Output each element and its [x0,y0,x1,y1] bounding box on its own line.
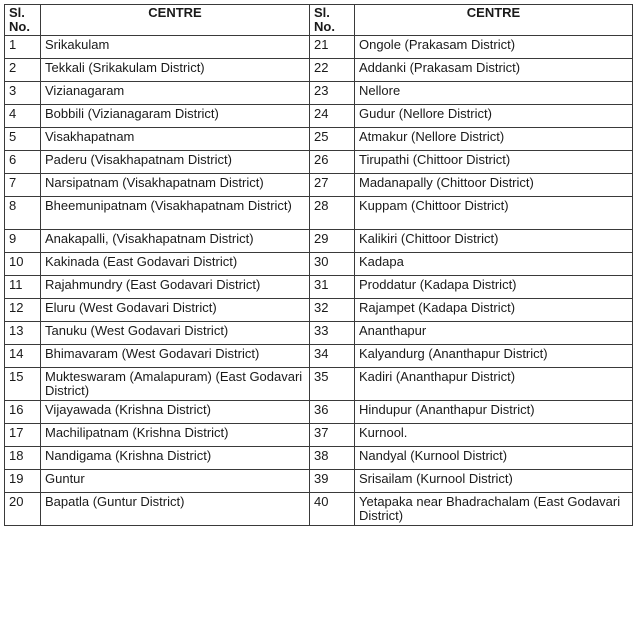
sl-no-cell: 9 [5,230,41,253]
sl-no-cell: 35 [310,368,355,401]
centre-cell: Kadiri (Ananthapur District) [355,368,633,401]
centre-cell: Kalyandurg (Ananthapur District) [355,345,633,368]
sl-no-cell: 20 [5,493,41,526]
centre-cell: Eluru (West Godavari District) [41,299,310,322]
sl-no-cell: 24 [310,105,355,128]
centre-cell: Vijayawada (Krishna District) [41,401,310,424]
sl-no-cell: 16 [5,401,41,424]
table-row [5,470,633,493]
centre-cell: Machilipatnam (Krishna District) [41,424,310,447]
header-sl-no-right: Sl. No. [310,5,355,36]
table-row [5,151,633,174]
centre-cell: Guntur [41,470,310,493]
sl-no-cell: 4 [5,105,41,128]
centre-cell: Madanapally (Chittoor District) [355,174,633,197]
sl-no-cell: 14 [5,345,41,368]
table-row [5,253,633,276]
centre-cell: Atmakur (Nellore District) [355,128,633,151]
sl-no-cell: 36 [310,401,355,424]
header-row [5,5,633,36]
centre-cell: Kadapa [355,253,633,276]
sl-no-cell: 40 [310,493,355,526]
centre-cell: Nellore [355,82,633,105]
sl-no-cell: 17 [5,424,41,447]
sl-no-cell: 22 [310,59,355,82]
centre-cell: Bheemunipatnam (Visakhapatnam District) [41,197,310,230]
table-row [5,59,633,82]
sl-no-cell: 28 [310,197,355,230]
table-row [5,322,633,345]
table-row [5,197,633,230]
sl-no-cell: 19 [5,470,41,493]
centre-cell: Tekkali (Srikakulam District) [41,59,310,82]
table-row [5,493,633,526]
sl-no-cell: 31 [310,276,355,299]
table-row [5,276,633,299]
centre-cell: Bobbili (Vizianagaram District) [41,105,310,128]
sl-no-cell: 23 [310,82,355,105]
centre-cell: Ongole (Prakasam District) [355,36,633,59]
table-row [5,36,633,59]
centre-cell: Vizianagaram [41,82,310,105]
centre-cell: Kalikiri (Chittoor District) [355,230,633,253]
centre-cell: Nandigama (Krishna District) [41,447,310,470]
sl-no-cell: 34 [310,345,355,368]
centre-cell: Proddatur (Kadapa District) [355,276,633,299]
table-row [5,230,633,253]
centre-cell: Narsipatnam (Visakhapatnam District) [41,174,310,197]
centre-cell: Yetapaka near Bhadrachalam (East Godavari District) [355,493,633,526]
centre-cell: Rajampet (Kadapa District) [355,299,633,322]
table-row [5,105,633,128]
sl-no-cell: 6 [5,151,41,174]
sl-no-cell: 37 [310,424,355,447]
header-centre-right: CENTRE [355,5,633,36]
table-row [5,128,633,151]
sl-no-cell: 8 [5,197,41,230]
centre-cell: Bhimavaram (West Godavari District) [41,345,310,368]
sl-no-cell: 21 [310,36,355,59]
sl-no-cell: 29 [310,230,355,253]
sl-no-cell: 18 [5,447,41,470]
table-row [5,82,633,105]
header-sl-no-left: Sl. No. [5,5,41,36]
sl-no-cell: 32 [310,299,355,322]
sl-no-cell: 27 [310,174,355,197]
sl-no-cell: 25 [310,128,355,151]
sl-no-cell: 33 [310,322,355,345]
sl-no-cell: 13 [5,322,41,345]
table-row [5,424,633,447]
centre-cell: Visakhapatnam [41,128,310,151]
sl-no-cell: 11 [5,276,41,299]
sl-no-cell: 38 [310,447,355,470]
centre-cell: Bapatla (Guntur District) [41,493,310,526]
centre-cell: Paderu (Visakhapatnam District) [41,151,310,174]
sl-no-cell: 2 [5,59,41,82]
sl-no-cell: 30 [310,253,355,276]
centre-cell: Addanki (Prakasam District) [355,59,633,82]
sl-no-cell: 12 [5,299,41,322]
table-row [5,401,633,424]
sl-no-cell: 10 [5,253,41,276]
centres-table [4,4,633,526]
header-centre-left: CENTRE [41,5,310,36]
sl-no-cell: 1 [5,36,41,59]
table-row [5,345,633,368]
table-row [5,174,633,197]
centre-cell: Gudur (Nellore District) [355,105,633,128]
sl-no-cell: 39 [310,470,355,493]
centre-cell: Ananthapur [355,322,633,345]
table-row [5,299,633,322]
centre-cell: Nandyal (Kurnool District) [355,447,633,470]
centre-cell: Srisailam (Kurnool District) [355,470,633,493]
centre-cell: Kurnool. [355,424,633,447]
centre-cell: Srikakulam [41,36,310,59]
sl-no-cell: 15 [5,368,41,401]
sl-no-cell: 26 [310,151,355,174]
table-row [5,447,633,470]
sl-no-cell: 5 [5,128,41,151]
table-row [5,368,633,401]
sl-no-cell: 7 [5,174,41,197]
centre-cell: Tanuku (West Godavari District) [41,322,310,345]
centre-cell: Hindupur (Ananthapur District) [355,401,633,424]
centre-cell: Tirupathi (Chittoor District) [355,151,633,174]
centre-cell: Anakapalli, (Visakhapatnam District) [41,230,310,253]
centre-cell: Rajahmundry (East Godavari District) [41,276,310,299]
centre-cell: Mukteswaram (Amalapuram) (East Godavari District) [41,368,310,401]
centre-cell: Kakinada (East Godavari District) [41,253,310,276]
centre-cell: Kuppam (Chittoor District) [355,197,633,230]
sl-no-cell: 3 [5,82,41,105]
